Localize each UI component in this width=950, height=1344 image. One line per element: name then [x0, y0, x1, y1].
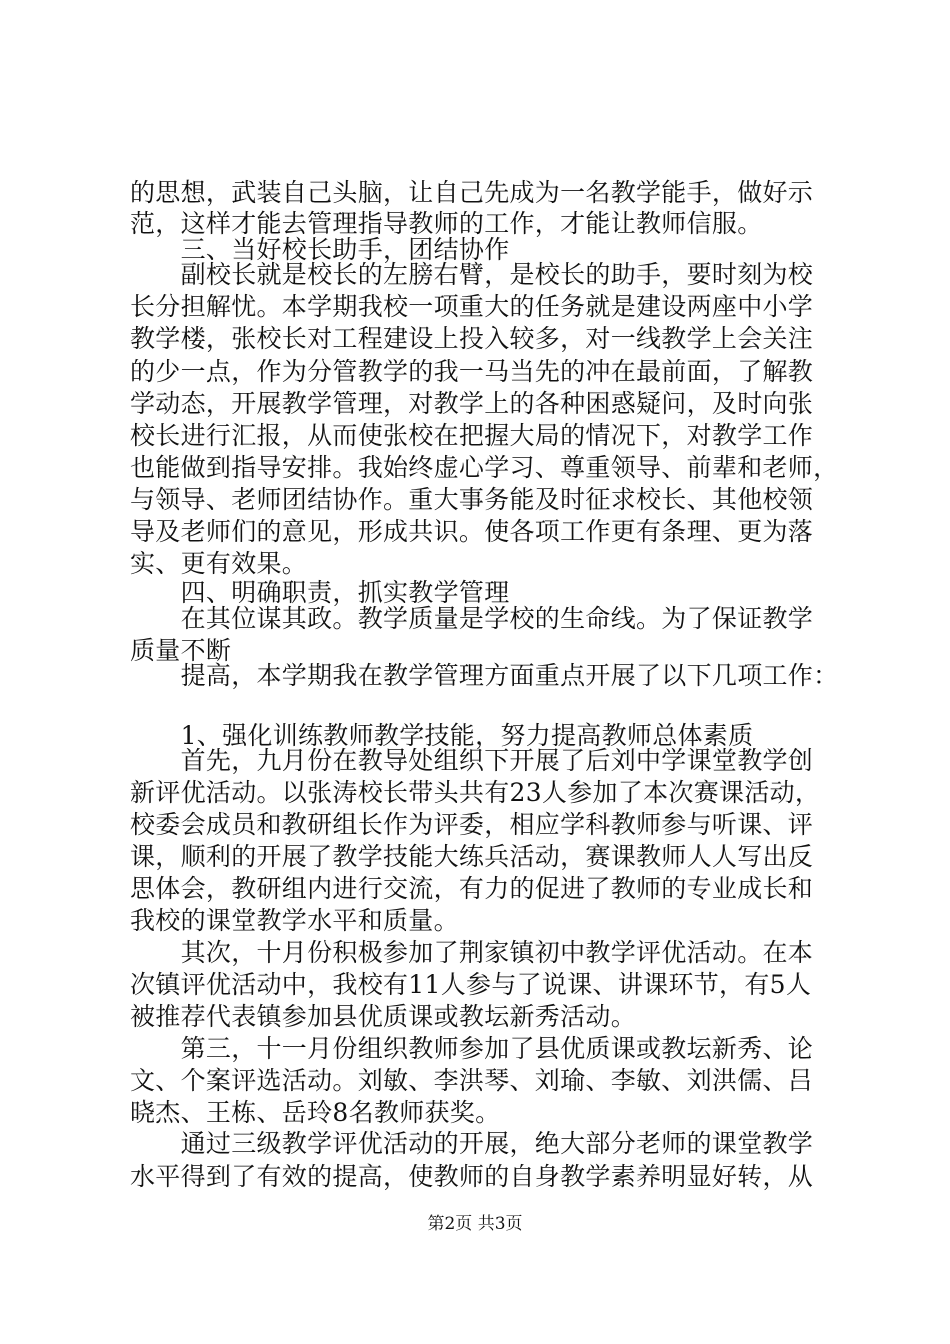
- text-line: 在其位谋其政。教学质量是学校的生命线。为了保证教学: [130, 604, 814, 633]
- section-heading: 四、明确职责，抓实教学管理: [130, 578, 510, 607]
- text-line: 的少一点，作为分管教学的我一马当先的冲在最前面，了解教: [130, 357, 814, 386]
- text-line: 思体会，教研组内进行交流，有力的促进了教师的专业成长和: [130, 874, 814, 903]
- text-line: 被推荐代表镇参加县优质课或教坛新秀活动。: [130, 1002, 637, 1031]
- text-line: 副校长就是校长的左膀右臂，是校长的助手，要时刻为校: [130, 260, 814, 289]
- text-line: 第三，十一月份组织教师参加了县优质课或教坛新秀、论: [130, 1034, 814, 1063]
- text-line: 通过三级教学评优活动的开展，绝大部分老师的课堂教学: [130, 1129, 814, 1158]
- text-line: 导及老师们的意见，形成共识。使各项工作更有条理、更为落: [130, 517, 814, 546]
- text-line: 文、个案评选活动。刘敏、李洪琴、刘瑜、李敏、刘洪儒、吕: [130, 1066, 814, 1095]
- text-line: 水平得到了有效的提高，使教师的自身教学素养明显好转，从: [130, 1162, 814, 1191]
- subsection-heading: 1、强化训练教师教学技能，努力提高教师总体素质: [130, 721, 754, 750]
- text-line: 的思想，武装自己头脑，让自己先成为一名教学能手，做好示: [130, 178, 814, 207]
- text-line: 教学楼，张校长对工程建设上投入较多，对一线教学上会关注: [130, 324, 814, 353]
- text-line: 实、更有效果。: [130, 549, 308, 578]
- section-heading: 三、当好校长助手，团结协作: [130, 235, 510, 264]
- text-line: 我校的课堂教学水平和质量。: [130, 906, 459, 935]
- text-line: 范，这样才能去管理指导教师的工作，才能让教师信服。: [130, 209, 763, 238]
- text-line: 提高，本学期我在教学管理方面重点开展了以下几项工作：: [130, 661, 839, 690]
- text-line: 校委会成员和教研组长作为评委，相应学科教师参与听课、评: [130, 810, 814, 839]
- text-line: 质量不断: [130, 636, 232, 665]
- text-line: 次镇评优活动中，我校有11人参与了说课、讲课环节，有5人: [130, 970, 812, 999]
- text-line: 其次，十月份积极参加了荆家镇初中教学评优活动。在本: [130, 938, 814, 967]
- text-line: 长分担解忧。本学期我校一项重大的任务就是建设两座中小学: [130, 292, 814, 321]
- text-line: 新评优活动。以张涛校长带头共有23人参加了本次赛课活动，: [130, 778, 821, 807]
- text-line: 与领导、老师团结协作。重大事务能及时征求校长、其他校领: [130, 485, 814, 514]
- text-line: 晓杰、王栋、岳玲8名教师获奖。: [130, 1098, 501, 1127]
- text-line: 课，顺利的开展了教学技能大练兵活动，赛课教师人人写出反: [130, 842, 814, 871]
- page-footer: 第2页 共3页: [427, 1214, 523, 1234]
- text-line: 学动态，开展教学管理，对教学上的各种困惑疑问，及时向张: [130, 389, 814, 418]
- text-line: 也能做到指导安排。我始终虚心学习、尊重领导、前辈和老师，: [130, 453, 839, 482]
- text-line: 首先，九月份在教导处组织下开展了后刘中学课堂教学创: [130, 746, 814, 775]
- text-line: 校长进行汇报，从而使张校在把握大局的情况下，对教学工作: [130, 421, 814, 450]
